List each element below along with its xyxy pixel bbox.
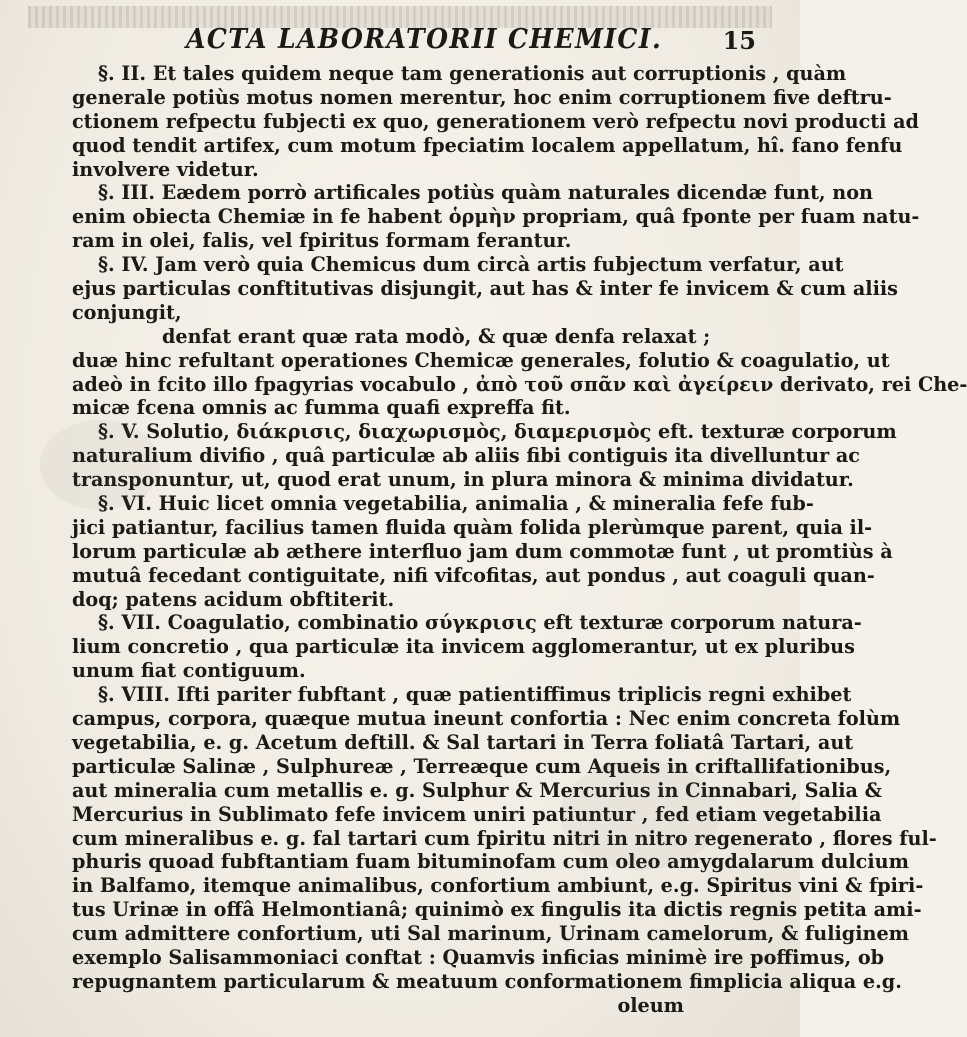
text-line: enim obiecta Chemiæ in fe habent ὁρμὴν propriam, quâ fponte per fuam natu- [72, 205, 920, 229]
page-number: 15 [722, 26, 756, 55]
text-line: generale potiùs motus nomen merentur, hoc enim corruptionem five deftru- [72, 85, 892, 109]
text-line: exemplo Salisammoniaci conftat : Quamvis inficias minimè ire poffimus, ob [72, 945, 885, 969]
running-title: ACTA LABORATORII CHEMICI. [186, 24, 663, 55]
text-line: §. IV. Jam verò quia Chemicus dum circà artis fubjectum verfatur, aut [98, 253, 844, 277]
text-line: §. VI. Huic licet omnia vegetabilia, animalia , & mineralia fefe fub- [98, 492, 814, 516]
text-line: quod tendit artifex, cum motum fpeciatim localem appellatum, hî. fano fenfu [72, 133, 903, 157]
text-line: transponuntur, ut, quod erat unum, in plura minora & minima dividatur. [72, 468, 854, 492]
text-line: micæ fcena omnis ac fumma quafi expreffa fit. [72, 396, 571, 420]
text-line: vegetabilia, e. g. Acetum deftill. & Sal tartari in Terra foliatâ Tartari, aut [72, 730, 854, 754]
text-line: §. II. Et tales quidem neque tam generationis aut corruptionis , quàm [98, 62, 847, 85]
text-line: campus, corpora, quæque mutua ineunt confortia : Nec enim concreta folùm [72, 707, 901, 731]
text-line: cum admittere confortium, uti Sal marinum, Urinam camelorum, & fuliginem [72, 922, 909, 946]
text-line: unum fiat contiguum. [72, 659, 306, 683]
text-line: cum mineralibus e. g. fal tartari cum fpiritu nitri in nitro regenerato , flores ful- [72, 826, 937, 850]
text-line: §. V. Solutio, διάκρισις, διαχωρισμὸς, διαμερισμὸς eft. texturæ corporum [98, 420, 897, 444]
text-line: lium concretio , qua particulæ ita invicem agglomerantur, ut ex pluribus [72, 635, 855, 659]
text-line: tus Urinæ in offâ Helmontianâ; quinimò ex fingulis ita dictis regnis petita ami- [72, 898, 922, 922]
text-line: phuris quoad fubftantiam fuam bituminofam cum oleo amygdalarum dulcium [72, 850, 909, 874]
text-line: §. VII. Coagulatio, combinatio σύγκρισις eft texturæ corporum natura- [98, 611, 862, 635]
catchword: oleum [617, 993, 684, 1017]
text-line: naturalium divifio , quâ particulæ ab aliis fibi contiguis ita divelluntur ac [72, 444, 860, 468]
text-line: adeò in fcito illo fpagyrias vocabulo , ἀπὸ τοῦ σπᾶν καὶ ἀγείρειν derivato, rei Che- [72, 372, 967, 396]
text-line: repugnantem particularum & meatuum conformationem fimplicia aliqua e.g. [72, 969, 902, 993]
text-line: lorum particulæ ab æthere interfluo jam dum commotæ funt , ut promtiùs à [72, 539, 893, 563]
text-line: particulæ Salinæ , Sulphureæ , Terreæque cum Aqueis in criftallifationibus, [72, 754, 892, 778]
text-line: mutuâ fecedant contiguitate, nifi vifcofitas, aut pondus , aut coaguli quan- [72, 563, 875, 587]
text-line: aut mineralia cum metallis e. g. Sulphur & Mercurius in Cinnabari, Salia & [72, 778, 882, 802]
running-head [0, 24, 800, 60]
text-line: ctionem refpectu fubjecti ex quo, generationem verò refpectu novi producti ad [72, 109, 919, 133]
text-line: jici patiantur, facilius tamen fluida quàm folida plerùmque parent, quia il- [72, 515, 873, 539]
text-line: ram in olei, falis, vel fpiritus formam ferantur. [72, 229, 572, 253]
text-line: conjungit, [72, 300, 182, 324]
text-line: Mercurius in Sublimato fefe invicem uniri patiuntur , fed etiam vegetabilia [72, 802, 882, 826]
text-line: doq; patens acidum obftiterit. [72, 587, 395, 611]
text-line: in Balfamo, itemque animalibus, confortium ambiunt, e.g. Spiritus vini & fpiri- [72, 874, 924, 898]
verse-line: denfat erant quæ rata modò, & quæ denfa relaxat ; [162, 324, 711, 348]
text-line: §. VIII. Ifti pariter fubftant , quæ patientiffimus triplicis regni exhibet [98, 683, 852, 707]
text-line: duæ hinc refultant operationes Chemicæ generales, folutio & coagulatio, ut [72, 348, 890, 372]
text-line: involvere videtur. [72, 157, 259, 181]
body-text [72, 62, 967, 1018]
text-line: §. III. Eædem porrò artificales potiùs quàm naturales dicendæ funt, non [98, 181, 873, 205]
text-line: ejus particulas conftitutivas disjungit, aut has & inter fe invicem & cum aliis [72, 277, 898, 301]
